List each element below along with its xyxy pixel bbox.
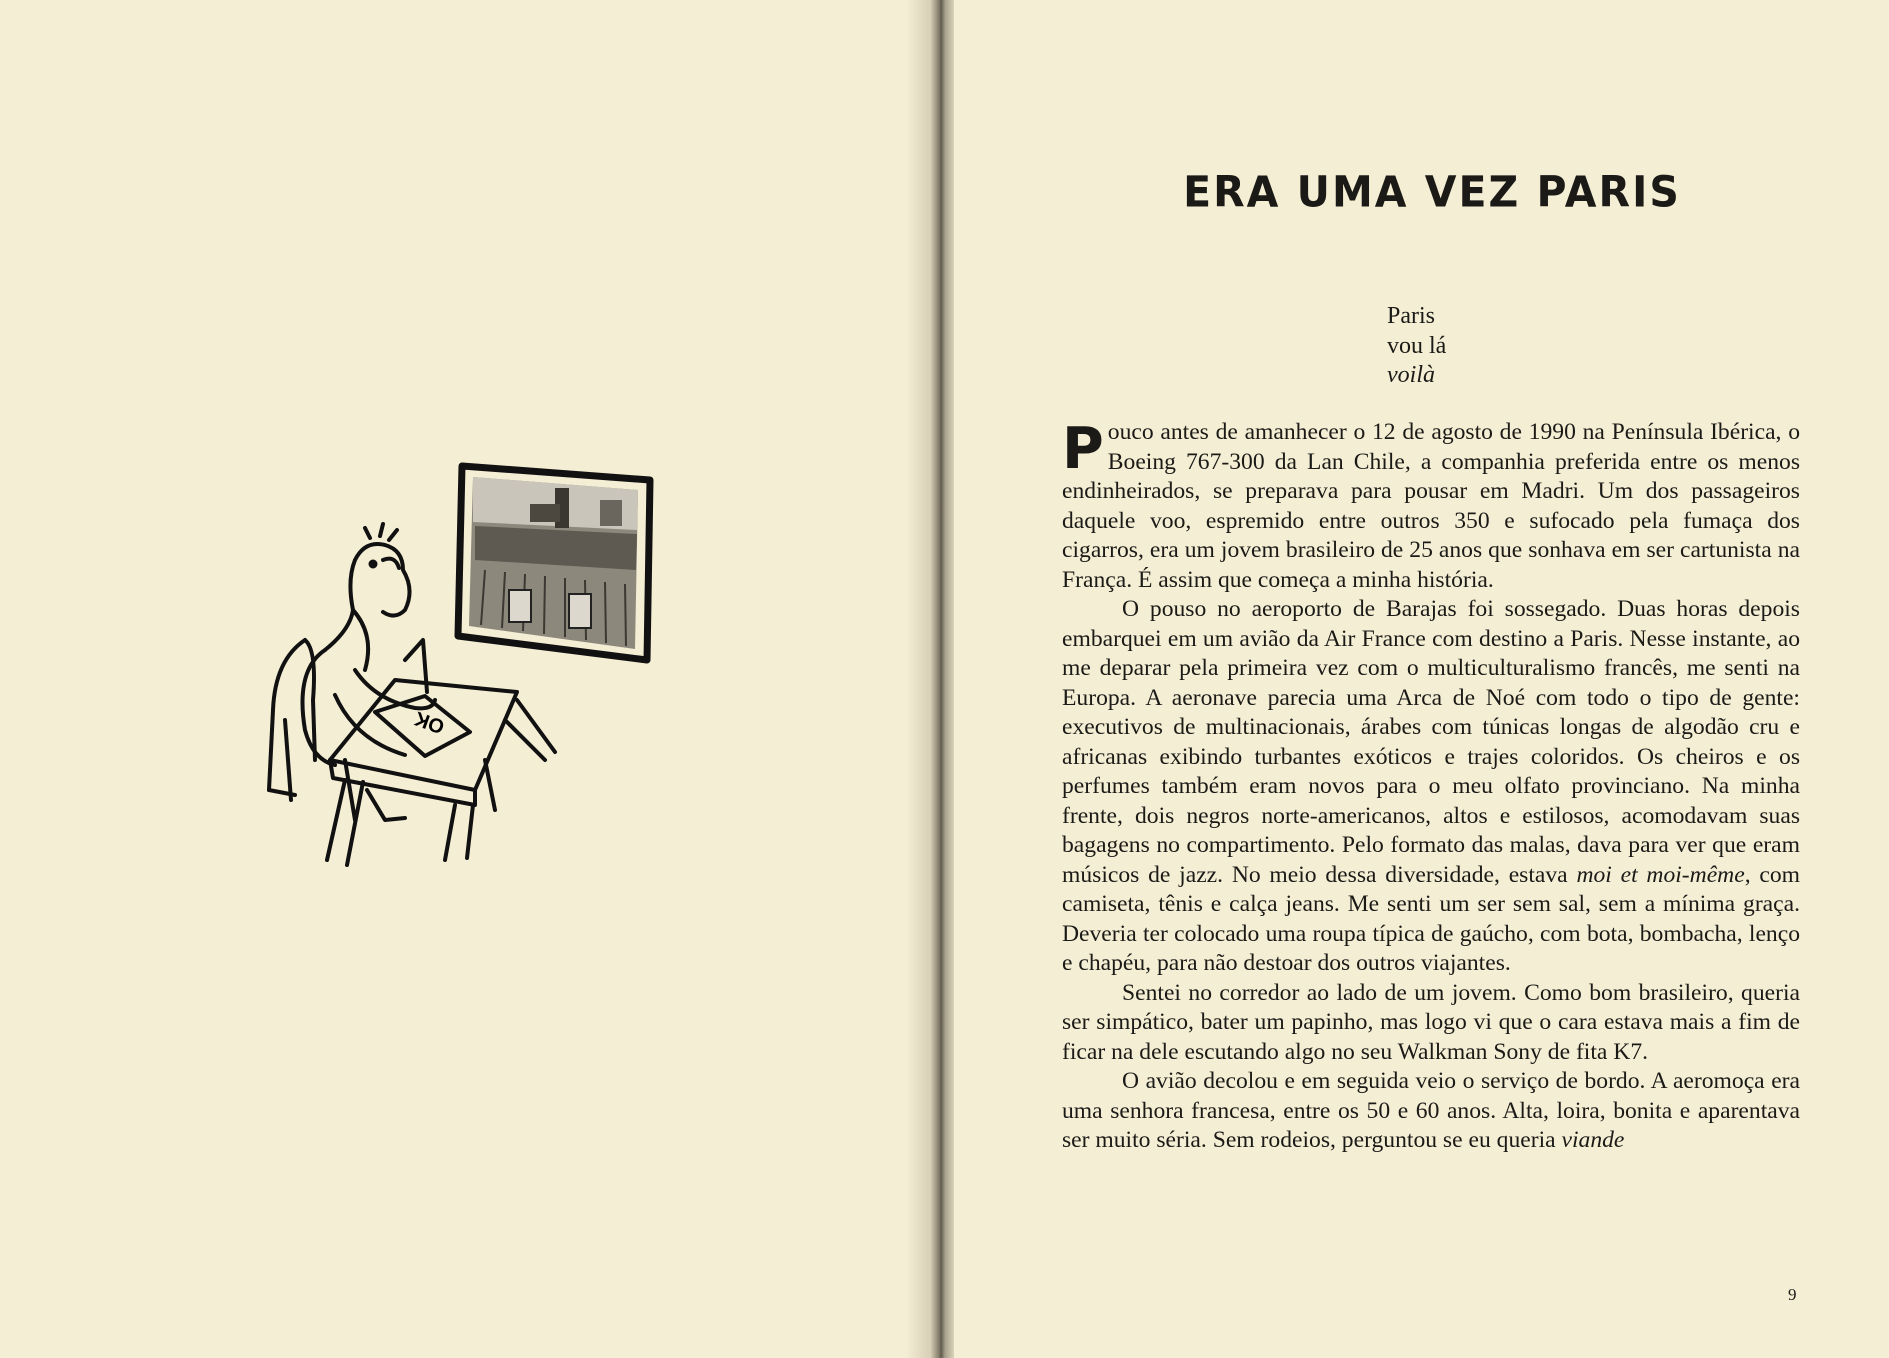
chapter-title: ERA UMA VEZ PARIS xyxy=(1183,166,1681,218)
epigraph xyxy=(1387,302,1446,391)
paragraph-3: Sentei no corredor ao lado de um jovem. Como bom brasileiro, queria ser simpático, bater um papinho, mas logo vi que o cara estava mais a fim de ficar na dele escutando algo no seu Walkman Sony de fita K7. xyxy=(1062,979,1800,1065)
body-text xyxy=(1062,418,1800,1156)
drop-cap: P xyxy=(1062,416,1104,482)
paragraph-4-text: O avião decolou e em seguida veio o serviço de bordo. A aeromoça era uma senhora francesa, entre os 50 e 60 anos. Alta, loira, bonita e aparentava ser muito séria. Sem rodeios, perguntou se eu queria xyxy=(1062,1068,1800,1153)
paragraph-2-italic: moi et moi-même xyxy=(1576,861,1745,888)
framed-paris-photo xyxy=(458,466,650,660)
left-page xyxy=(0,0,936,1358)
sketch-text: OK xyxy=(411,706,448,738)
epigraph-line-3: voilà xyxy=(1387,362,1435,388)
epigraph-line-1: Paris xyxy=(1387,303,1435,329)
epigraph-line-2: vou lá xyxy=(1387,332,1447,359)
paragraph-2 xyxy=(1062,595,1800,979)
paragraph-1-text: ouco antes de amanhecer o 12 de agosto de 1990 na Península Ibérica, o Boeing 767-300 da Lan Chile, a companhia preferida entre os menos endinheirados, se preparava para pousar em Madri. Um dos passageiros daquele voo, espremido entre outros 350 e sufocado pela fumaça dos cigarros, era um jovem brasileiro de 25 anos que sonhava em ser cartunista na França. É assim que começa a minha história. xyxy=(1062,419,1800,593)
paragraph-2-text-a: O pouso no aeroporto de Barajas foi sossegado. Duas horas depois embarquei em um avião da Air France com destino a Paris. Nesse instante, ao me deparar pela primeira vez com o multiculturalismo francês, me senti na Europa. A aeronave parecia uma Arca de Noé com todo o tipo de gente: executivos de multinacionais, árabes com túnicas longas de algodão cru e africanas exibindo turbantes exóticos e trajes coloridos. Os cheiros e os perfumes também eram novos para o meu olfato provinciano. Na minha frente, dois negros norte-americanos, altos e estilosos, acomodavam suas bagagens no compartimento. Pelo formato das malas, dava para ver que eram músicos de jazz. No meio dessa diversidade, estava xyxy=(1062,596,1800,888)
paragraph-4 xyxy=(1062,1067,1800,1156)
paragraph-2-text-b: , com camiseta, tênis e calça jeans. Me senti um ser sem sal, sem a mínima graça. Deveria ter colocado uma roupa típica de gaúcho, com bota, bombacha, lenço e chapéu, para não destoar dos outros viajantes. xyxy=(1062,861,1800,976)
cartoonist-illustration xyxy=(255,460,665,870)
paragraph-4-italic: viande xyxy=(1561,1127,1625,1153)
page-number: 9 xyxy=(1788,1285,1797,1304)
paragraph-1 xyxy=(1062,418,1800,595)
